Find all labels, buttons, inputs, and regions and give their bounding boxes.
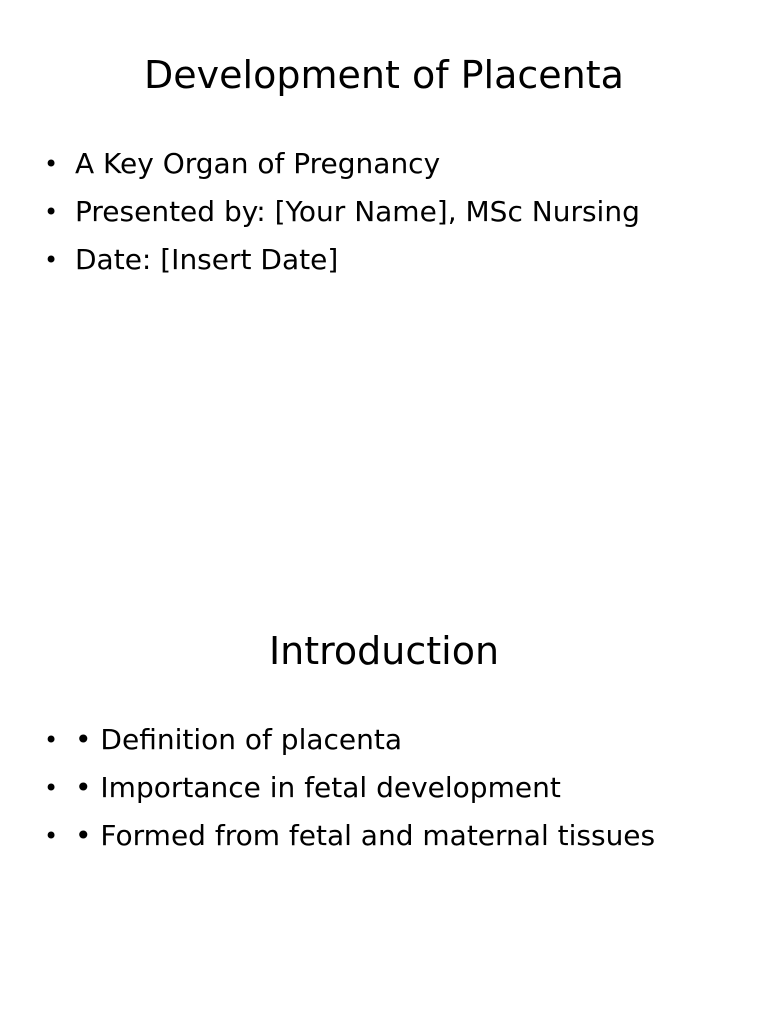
list-item (44, 188, 640, 236)
list-item (44, 812, 655, 860)
list-item-text: Presented by: [Your Name], MSc Nursing (75, 195, 640, 228)
slide-title: Introduction (268, 629, 500, 673)
slide-introduction (0, 576, 768, 1024)
list-item (44, 140, 640, 188)
slide-title: Development of Placenta (144, 53, 624, 97)
list-item-text: • Formed from fetal and maternal tissues (75, 819, 656, 852)
bullet-list (44, 716, 655, 860)
list-item (44, 764, 655, 812)
list-item-text: Date: [Insert Date] (75, 243, 339, 276)
bullet-icon: • (44, 246, 59, 274)
list-item-text: • Importance in fetal development (75, 771, 561, 804)
list-item (44, 236, 640, 284)
list-item (44, 716, 655, 764)
bullet-icon: • (44, 822, 59, 850)
bullet-icon: • (44, 198, 59, 226)
bullet-icon: • (44, 774, 59, 802)
bullet-icon: • (44, 726, 59, 754)
bullet-list (44, 140, 640, 284)
list-item-text: • Definition of placenta (75, 723, 403, 756)
list-item-text: A Key Organ of Pregnancy (75, 147, 441, 180)
bullet-icon: • (44, 150, 59, 178)
